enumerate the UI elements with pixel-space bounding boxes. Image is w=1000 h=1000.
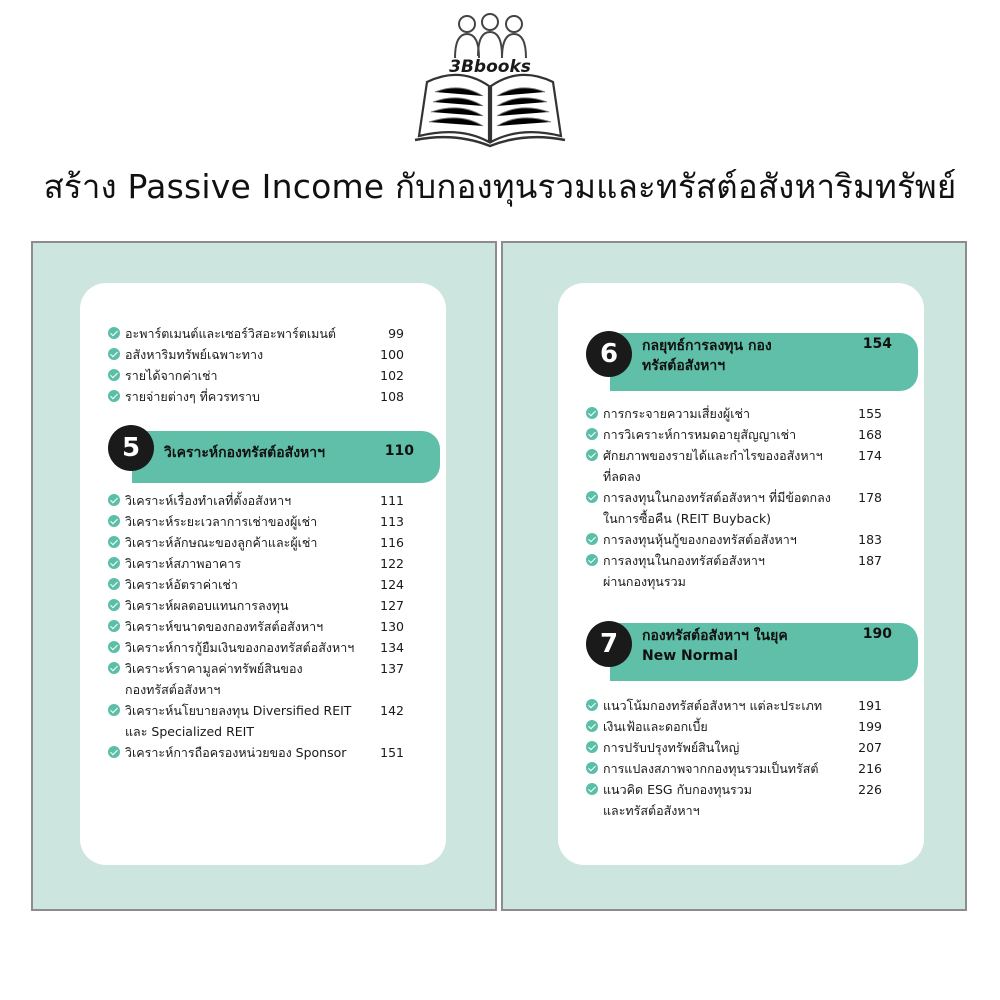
toc-item-text: อสังหาริมทรัพย์เฉพาะทาง: [125, 347, 264, 362]
toc-item-text: วิเคราะห์อัตราค่าเช่า: [125, 577, 238, 592]
chapter-5-header[interactable]: [108, 425, 412, 477]
chapter-number: 7: [586, 621, 632, 667]
toc-item-page: 108: [380, 389, 404, 404]
check-icon: [108, 599, 120, 611]
toc-item-text: อะพาร์ตเมนต์และเซอร์วิสอะพาร์ตเมนต์: [125, 326, 337, 341]
toc-item-text: เงินเฟ้อและดอกเบี้ย: [603, 719, 708, 734]
toc-item-text: แนวคิด ESG กับกองทุนรวม และทรัสต์อสังหาฯ: [603, 782, 753, 818]
toc-item-page: 116: [380, 535, 404, 550]
toc-item-page: 183: [858, 532, 882, 547]
check-icon: [586, 762, 598, 774]
toc-item-text: การลงทุนในกองทรัสต์อสังหาฯ ที่มีข้อตกลง ในการซื้อคืน (REIT Buyback): [603, 490, 831, 526]
svg-text:3Bbooks: 3Bbooks: [449, 57, 531, 77]
check-icon: [586, 491, 598, 503]
toc-item-text: การแปลงสภาพจากกองทุนรวมเป็นทรัสต์: [603, 761, 819, 776]
toc-card-left: [80, 283, 446, 865]
chapter-number: 5: [108, 425, 154, 471]
toc-item-page: 142: [380, 703, 404, 718]
toc-item-page: 191: [858, 698, 882, 713]
toc-item-text: การวิเคราะห์การหมดอายุสัญญาเช่า: [603, 427, 797, 442]
toc-item-page: 127: [380, 598, 404, 613]
toc-item-page: 130: [380, 619, 404, 634]
toc-item-page: 216: [858, 761, 882, 776]
toc-item-text: การปรับปรุงทรัพย์สินใหญ่: [603, 740, 740, 755]
toc-item-text: วิเคราะห์ผลตอบแทนการลงทุน: [125, 598, 289, 613]
check-icon: [586, 533, 598, 545]
toc-item-page: 102: [380, 368, 404, 383]
check-icon: [108, 704, 120, 716]
toc-item-text: ศักยภาพของรายได้และกำไรของอสังหาฯ ที่ลดลง: [603, 448, 823, 484]
chapter-page: 110: [384, 443, 414, 459]
toc-item-page: 100: [380, 347, 404, 362]
check-icon: [108, 620, 120, 632]
check-icon: [586, 554, 598, 566]
toc-item-text: การลงทุนหุ้นกู้ของกองทรัสต์อสังหาฯ: [603, 532, 797, 547]
toc-item-text: รายได้จากค่าเช่า: [125, 368, 218, 383]
check-icon: [108, 662, 120, 674]
toc-item-page: 151: [380, 745, 404, 760]
toc-item-text: วิเคราะห์ระยะเวลาการเช่าของผู้เช่า: [125, 514, 318, 529]
toc-item-page: 199: [858, 719, 882, 734]
toc-item-page: 111: [380, 493, 404, 508]
toc-item-page: 122: [380, 556, 404, 571]
toc-card-right: [558, 283, 924, 865]
check-icon: [586, 428, 598, 440]
chapter-page: 190: [862, 626, 892, 642]
toc-item-text: รายจ่ายต่างๆ ที่ควรทราบ: [125, 389, 260, 404]
toc-item-page: 137: [380, 661, 404, 676]
toc-item-text: วิเคราะห์ลักษณะของลูกค้าและผู้เช่า: [125, 535, 318, 550]
toc-item-text: วิเคราะห์ขนาดของกองทรัสต์อสังหาฯ: [125, 619, 324, 634]
toc-item-text: วิเคราะห์การถือครองหน่วยของ Sponsor: [125, 745, 347, 760]
check-icon: [586, 407, 598, 419]
toc-item-text: วิเคราะห์เรื่องทำเลที่ตั้งอสังหาฯ: [125, 493, 292, 508]
toc-item-page: 174: [858, 448, 882, 463]
toc-panel-left: [31, 241, 497, 911]
toc-item-page: 187: [858, 553, 882, 568]
check-icon: [108, 369, 120, 381]
check-icon: [586, 699, 598, 711]
chapter-7-header[interactable]: [586, 617, 890, 669]
toc-item-text: วิเคราะห์นโยบายลงทุน Diversified REIT และ Specialized REIT: [125, 703, 352, 739]
chapter-number: 6: [586, 331, 632, 377]
check-icon: [108, 641, 120, 653]
check-icon: [108, 494, 120, 506]
chapter-title: กองทรัสต์อสังหาฯ ในยุค New Normal: [642, 628, 788, 664]
check-icon: [586, 449, 598, 461]
toc-item-page: 207: [858, 740, 882, 755]
chapter-title: วิเคราะห์กองทรัสต์อสังหาฯ: [164, 445, 325, 461]
check-icon: [108, 515, 120, 527]
check-icon: [586, 741, 598, 753]
toc-item-page: 168: [858, 427, 882, 442]
toc-item-text: การกระจายความเสี่ยงผู้เช่า: [603, 406, 751, 421]
toc-item-page: 99: [388, 326, 404, 341]
open-book-icon: [405, 10, 575, 150]
check-icon: [108, 327, 120, 339]
toc-item-text: แนวโน้มกองทรัสต์อสังหาฯ แต่ละประเภท: [603, 698, 823, 713]
toc-item-page: 113: [380, 514, 404, 529]
check-icon: [108, 348, 120, 360]
toc-item-text: วิเคราะห์การกู้ยืมเงินของกองทรัสต์อสังหาฯ: [125, 640, 355, 655]
check-icon: [108, 536, 120, 548]
book-title: สร้าง Passive Income กับกองทุนรวมและทรัสต์อสังหาริมทรัพย์: [43, 167, 957, 206]
toc-item-text: วิเคราะห์สภาพอาคาร: [125, 556, 242, 571]
toc-item-page: 178: [858, 490, 882, 505]
toc-item-text: การลงทุนในกองทรัสต์อสังหาฯ ผ่านกองทุนรวม: [603, 553, 765, 589]
toc-item-page: 226: [858, 782, 882, 797]
check-icon: [586, 783, 598, 795]
toc-item-page: 124: [380, 577, 404, 592]
toc-panel-right: [501, 241, 967, 911]
chapter-title: กลยุทธ์การลงทุน กองทรัสต์อสังหาฯ: [642, 338, 772, 374]
check-icon: [108, 746, 120, 758]
3bbooks-logo: [405, 10, 575, 150]
chapter-page: 154: [862, 336, 892, 352]
toc-item-page: 134: [380, 640, 404, 655]
chapter-6-header[interactable]: [586, 327, 890, 379]
toc-item-text: วิเคราะห์ราคามูลค่าทรัพย์สินของ กองทรัสต์อสังหาฯ: [125, 661, 303, 697]
toc-item-page: 155: [858, 406, 882, 421]
check-icon: [586, 720, 598, 732]
check-icon: [108, 390, 120, 402]
check-icon: [108, 578, 120, 590]
check-icon: [108, 557, 120, 569]
